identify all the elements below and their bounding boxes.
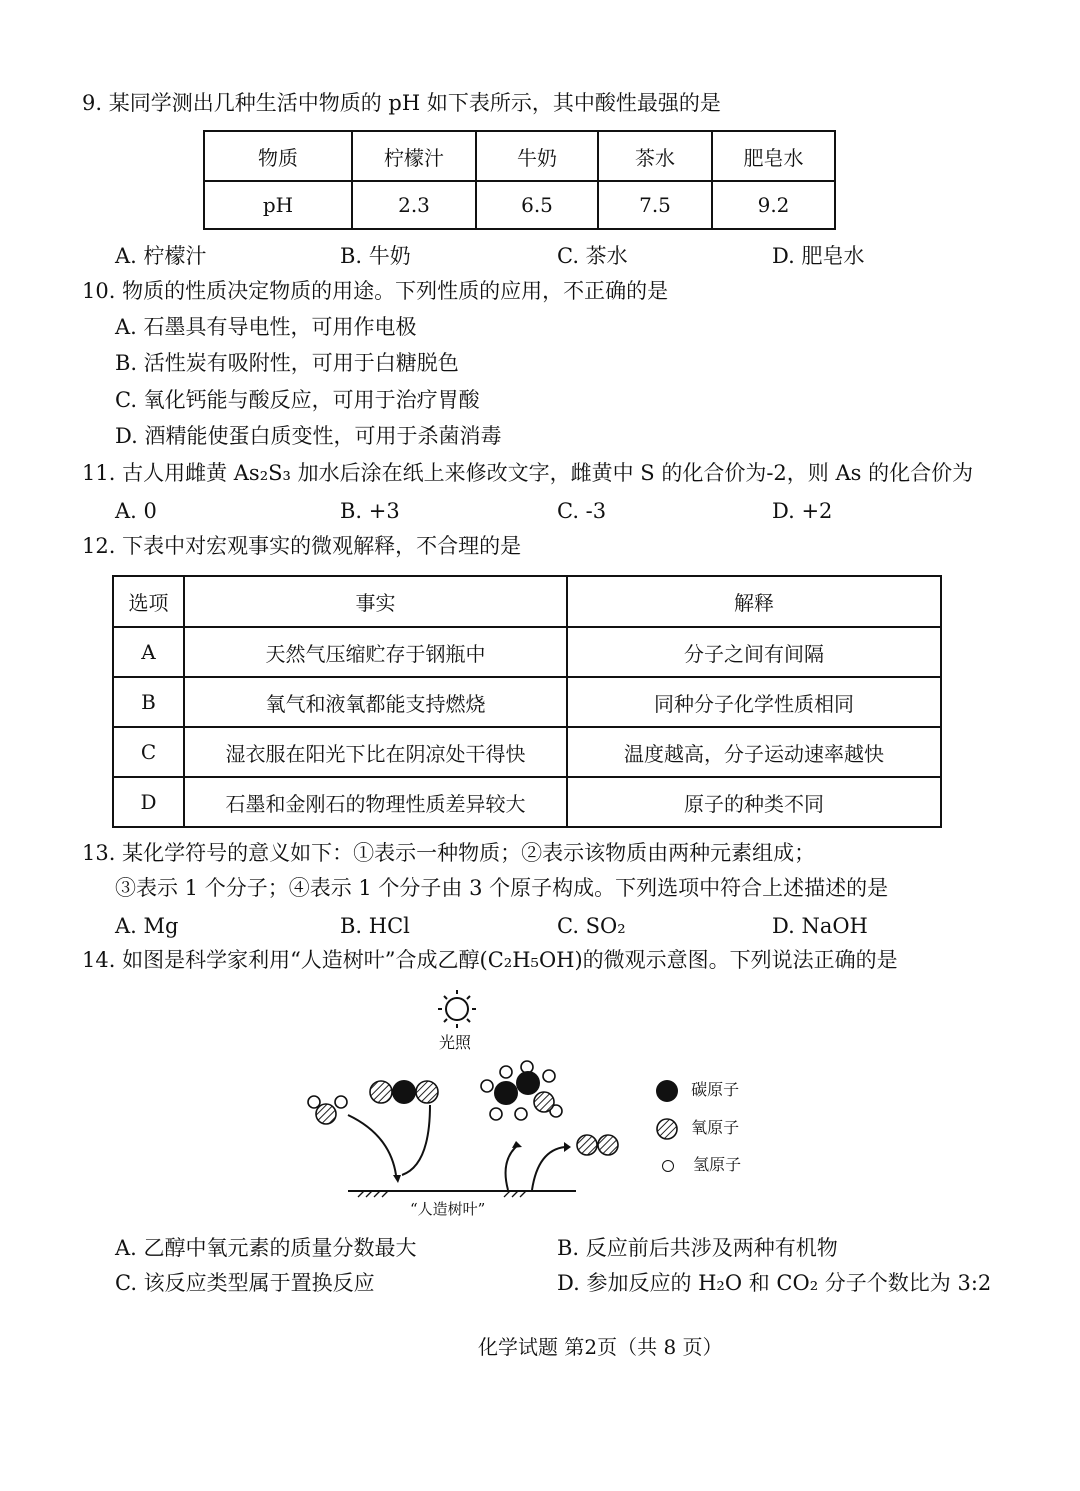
q12-fact-cell: 湿衣服在阳光下比在阴凉处干得快 xyxy=(184,727,567,777)
q11-formula: As₂S₃ xyxy=(233,461,291,485)
q11-stem-pre: 11. 古人用雌黄 xyxy=(82,461,234,485)
hydrogen-atom-icon xyxy=(662,1160,674,1172)
table-row xyxy=(113,677,941,727)
oxygen-atom-icon xyxy=(656,1118,678,1140)
q12-explanation-cell: 原子的种类不同 xyxy=(567,777,941,827)
q13-option-b: B. HCl xyxy=(340,914,410,938)
q9-header-cell: 茶水 xyxy=(598,131,712,181)
q11-stem-post: 加水后涂在纸上来修改文字，雌黄中 S 的化合价为-2，则 As 的化合价为 xyxy=(290,461,974,485)
ethanol-molecule xyxy=(481,1061,562,1120)
q12-fact-cell: 石墨和金刚石的物理性质差异较大 xyxy=(184,777,567,827)
q10-stem: 10. 物质的性质决定物质的用途。下列性质的应用，不正确的是 xyxy=(82,279,669,303)
carbon-atom-icon xyxy=(656,1080,678,1102)
table-row xyxy=(113,777,941,827)
q9-value-cell: pH xyxy=(204,181,352,229)
q9-option-a: A. 柠檬汁 xyxy=(115,244,207,268)
legend-carbon xyxy=(656,1077,739,1102)
table-row xyxy=(113,627,941,677)
table-row xyxy=(113,727,941,777)
q12-option-cell: A xyxy=(113,627,184,677)
q14-stem: 14. 如图是科学家利用“人造树叶”合成乙醇(C₂H₅OH)的微观示意图。下列说法正确的是 xyxy=(82,948,898,972)
q10-option-d: D. 酒精能使蛋白质变性，可用于杀菌消毒 xyxy=(115,424,502,448)
legend-oxygen-label: 氧原子 xyxy=(691,1118,740,1137)
q12-stem: 12. 下表中对宏观事实的微观解释，不合理的是 xyxy=(82,534,522,558)
q14-option-c: C. 该反应类型属于置换反应 xyxy=(115,1271,375,1295)
oxygen-molecule xyxy=(577,1135,618,1155)
q12-option-cell: C xyxy=(113,727,184,777)
q12-fact-cell: 氧气和液氧都能支持燃烧 xyxy=(184,677,567,727)
q13-option-c: C. SO₂ xyxy=(557,914,626,938)
q9-value-cell: 7.5 xyxy=(598,181,712,229)
q12-option-cell: D xyxy=(113,777,184,827)
legend-oxygen xyxy=(656,1115,739,1140)
page-footer: 化学试题 第2页（共 8 页） xyxy=(478,1335,723,1359)
q9-header-cell: 肥皂水 xyxy=(712,131,835,181)
q11-option-b: B. +3 xyxy=(340,499,400,523)
q9-value-cell: 6.5 xyxy=(476,181,598,229)
q9-ph-table xyxy=(203,130,836,230)
legend-hydrogen-label: 氢原子 xyxy=(693,1155,742,1174)
q9-stem: 9. 某同学测出几种生活中物质的 pH 如下表所示，其中酸性最强的是 xyxy=(82,91,721,115)
carbon-dioxide-molecule xyxy=(370,1080,438,1104)
q9-value-cell: 9.2 xyxy=(712,181,835,229)
q10-option-b: B. 活性炭有吸附性，可用于白糖脱色 xyxy=(115,351,459,375)
artificial-leaf-label: “人造树叶” xyxy=(410,1200,486,1218)
water-molecule xyxy=(308,1096,347,1124)
sun-icon xyxy=(438,990,476,1028)
q9-header-cell: 物质 xyxy=(204,131,352,181)
q10-option-a: A. 石墨具有导电性，可用作电极 xyxy=(115,315,417,339)
q11-option-d: D. +2 xyxy=(772,499,833,523)
q14-option-a: A. 乙醇中氧元素的质量分数最大 xyxy=(115,1236,417,1260)
q11-option-c: C. -3 xyxy=(557,499,607,523)
q9-value-cell: 2.3 xyxy=(352,181,476,229)
legend-hydrogen xyxy=(662,1152,741,1175)
q12-option-cell: B xyxy=(113,677,184,727)
q11-stem xyxy=(82,458,973,488)
q13-stem-line2: ③表示 1 个分子；④表示 1 个分子由 3 个原子构成。下列选项中符合上述描述的是 xyxy=(115,876,889,900)
q9-option-d: D. 肥皂水 xyxy=(772,244,865,268)
q12-header-cell: 解释 xyxy=(567,576,941,627)
light-label: 光照 xyxy=(439,1033,472,1052)
q13-stem-line1: 13. 某化学符号的意义如下：①表示一种物质；②表示该物质由两种元素组成； xyxy=(82,841,816,865)
q12-explanation-cell: 分子之间有间隔 xyxy=(567,627,941,677)
q9-header-cell: 柠檬汁 xyxy=(352,131,476,181)
q14-option-b: B. 反应前后共涉及两种有机物 xyxy=(557,1236,838,1260)
q9-header-cell: 牛奶 xyxy=(476,131,598,181)
reaction-arrows xyxy=(348,1105,565,1190)
q12-explanation-cell: 同种分子化学性质相同 xyxy=(567,677,941,727)
q9-option-c: C. 茶水 xyxy=(557,244,628,268)
q12-explanation-cell: 温度越高，分子运动速率越快 xyxy=(567,727,941,777)
q11-option-a: A. 0 xyxy=(115,499,157,523)
q14-option-d: D. 参加反应的 H₂O 和 CO₂ 分子个数比为 3:2 xyxy=(557,1271,992,1295)
q12-fact-cell: 天然气压缩贮存于钢瓶中 xyxy=(184,627,567,677)
q12-explanation-table xyxy=(112,575,942,828)
q13-option-a: A. Mg xyxy=(115,914,179,938)
legend-carbon-label: 碳原子 xyxy=(691,1080,740,1099)
artificial-leaf-diagram xyxy=(290,985,810,1225)
q9-option-b: B. 牛奶 xyxy=(340,244,411,268)
q12-header-cell: 事实 xyxy=(184,576,567,627)
q13-option-d: D. NaOH xyxy=(772,914,868,938)
q10-option-c: C. 氧化钙能与酸反应，可用于治疗胃酸 xyxy=(115,388,480,412)
q12-header-cell: 选项 xyxy=(113,576,184,627)
